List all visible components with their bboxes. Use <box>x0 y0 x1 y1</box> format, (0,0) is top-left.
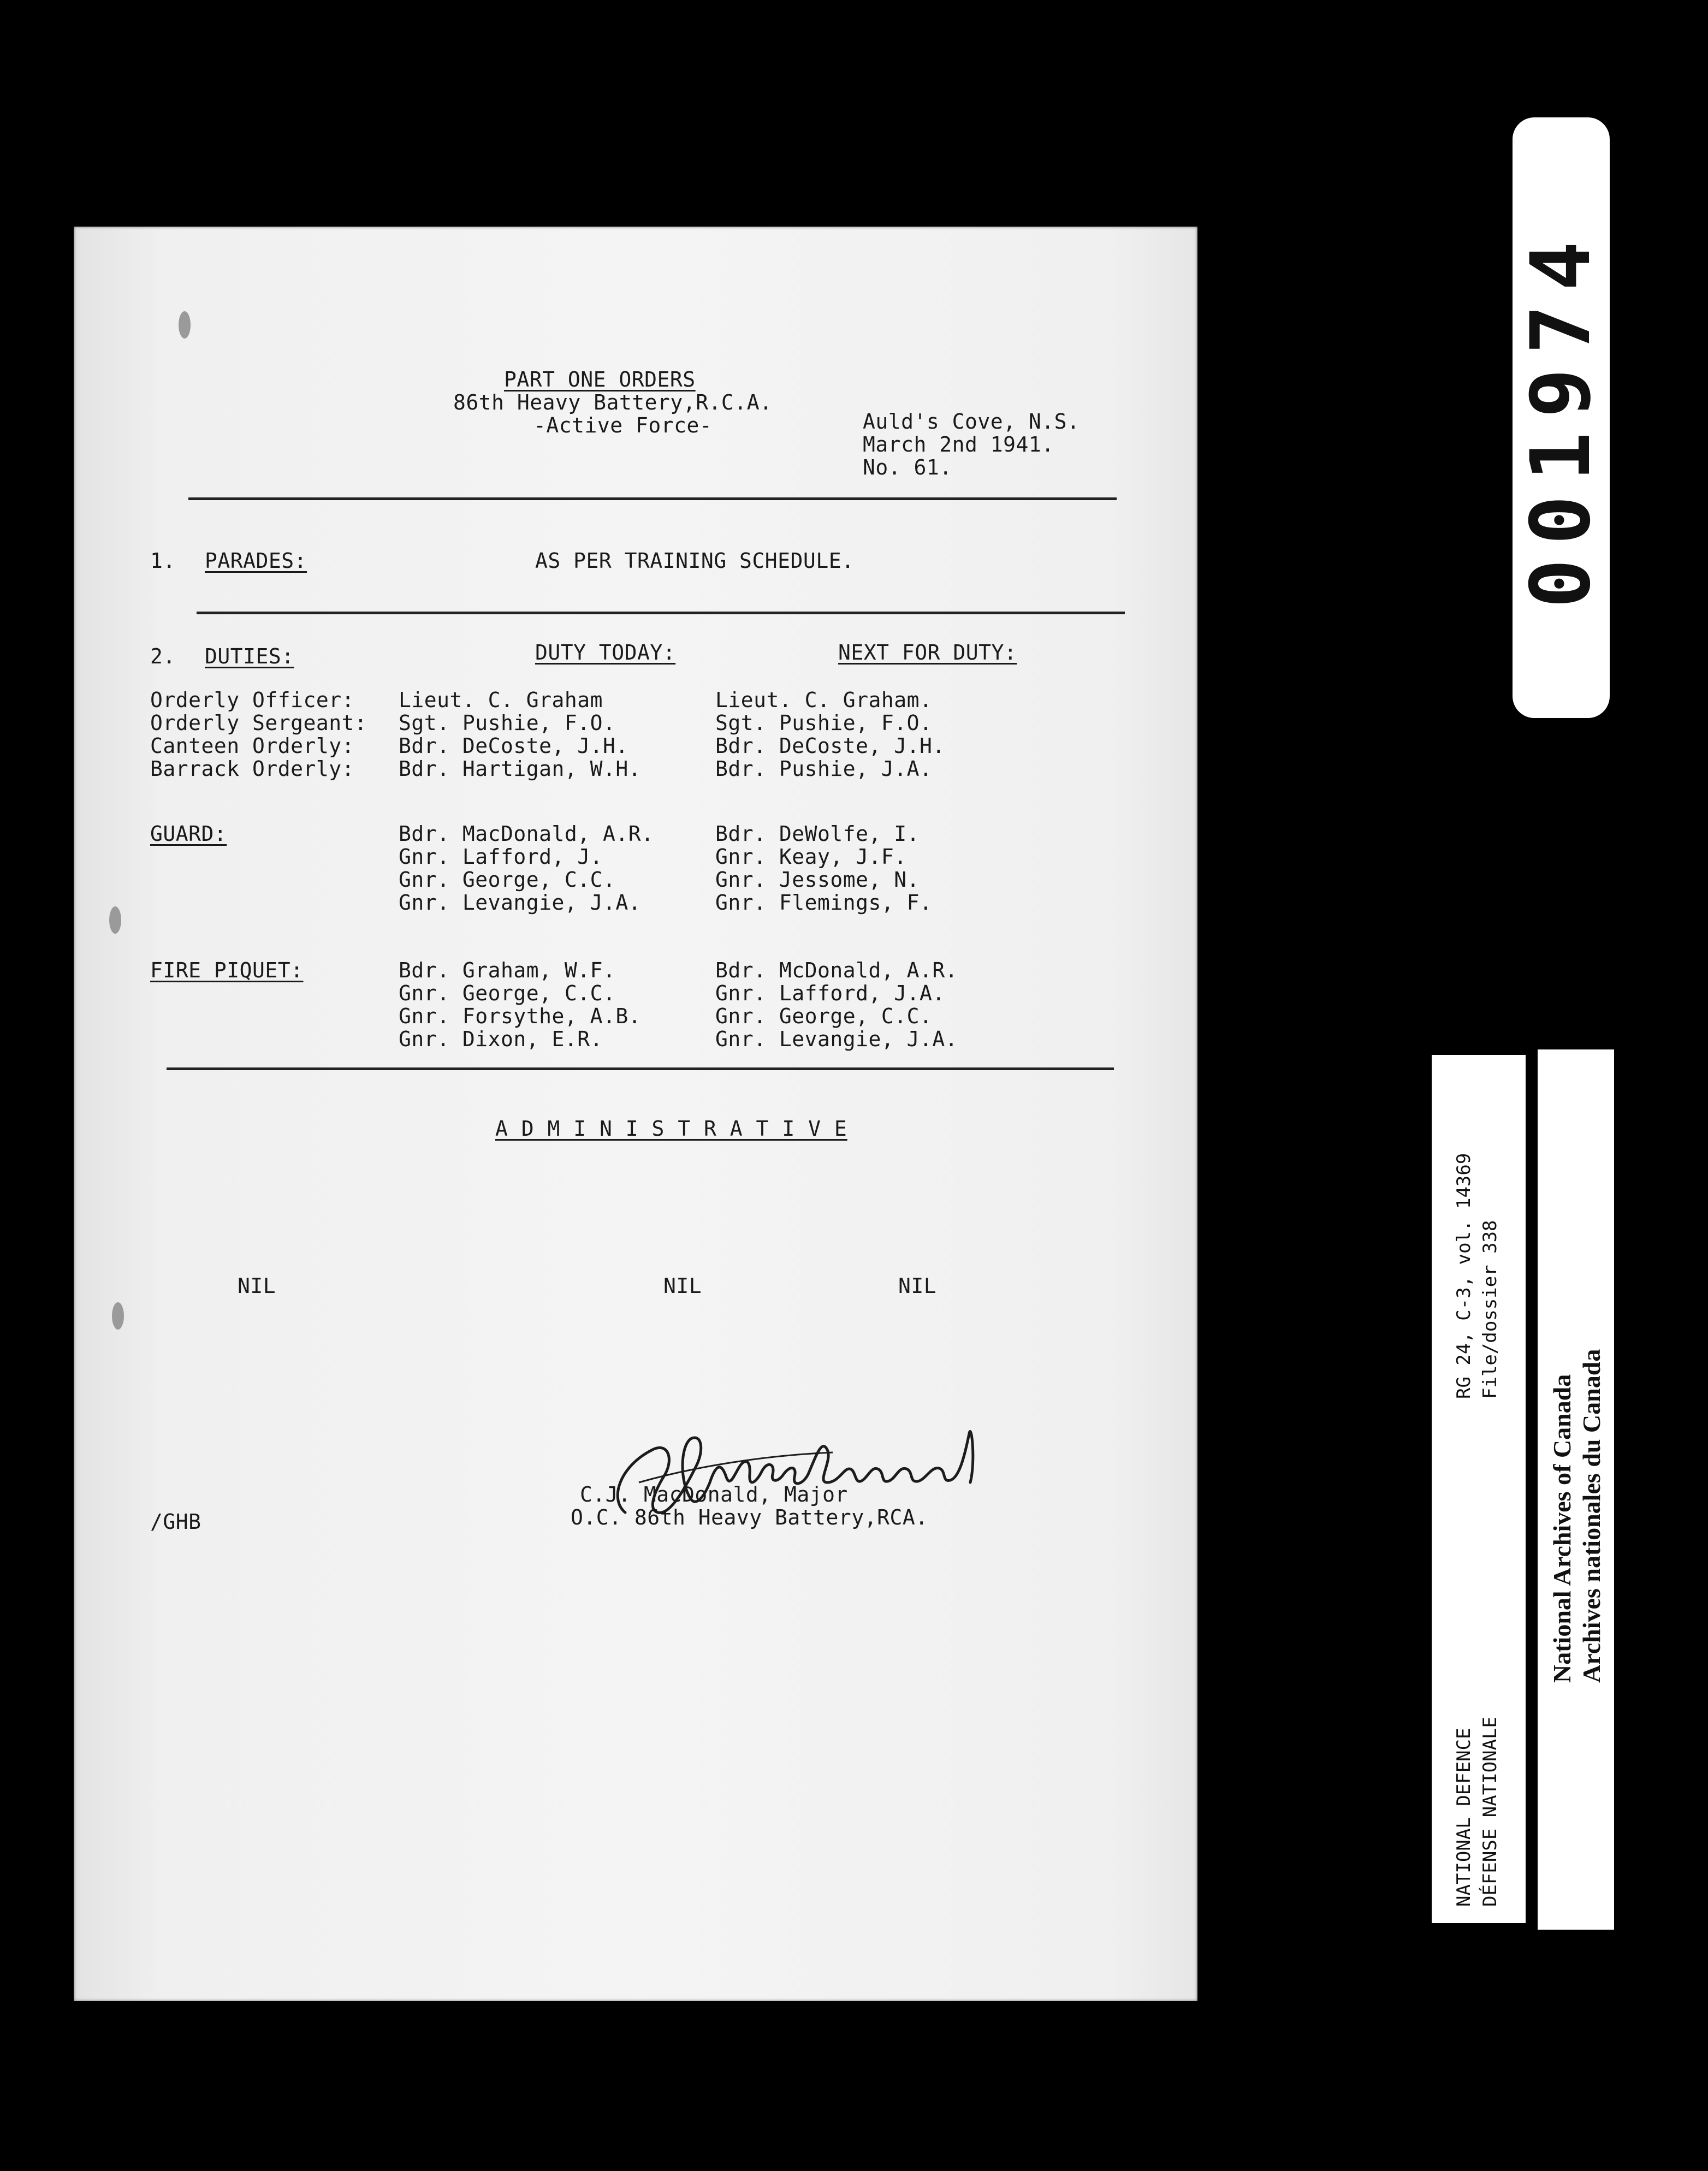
document-page <box>74 227 1197 2001</box>
guard-next: Gnr. Jessome, N. <box>715 868 920 892</box>
administrative-heading: A D M I N I S T R A T I V E <box>495 1117 847 1141</box>
reference-number-strip <box>1513 117 1610 718</box>
guard-next: Gnr. Keay, J.F. <box>715 845 907 869</box>
order-number: No. 61. <box>863 455 952 479</box>
archive-reference-label <box>1432 1055 1526 1923</box>
fire-piquet-heading: FIRE PIQUET: <box>150 958 304 982</box>
fire-piquet-today: Gnr. Dixon, E.R. <box>399 1027 603 1051</box>
section1-number: 1. <box>150 549 176 573</box>
administrative-entry: NIL <box>898 1274 937 1298</box>
punch-hole <box>112 1302 124 1330</box>
duty-role: Canteen Orderly: <box>150 734 355 758</box>
duty-next: Bdr. DeCoste, J.H. <box>715 734 945 758</box>
guard-today: Bdr. MacDonald, A.R. <box>399 822 654 846</box>
administrative-entry: NIL <box>238 1274 276 1298</box>
guard-today: Gnr. Lafford, J. <box>399 845 603 869</box>
duty-today: Sgt. Pushie, F.O. <box>399 711 616 735</box>
unit-name: 86th Heavy Battery,R.C.A. <box>453 390 773 414</box>
guard-today: Gnr. Levangie, J.A. <box>399 891 642 915</box>
fire-piquet-next: Bdr. McDonald, A.R. <box>715 958 958 982</box>
reference-number: 001974 <box>1514 227 1609 608</box>
fire-piquet-next: Gnr. Lafford, J.A. <box>715 981 945 1005</box>
archive-reference: RG 24, C-3, vol. 14369 <box>1453 1153 1475 1399</box>
punch-hole <box>109 906 121 934</box>
divider <box>167 1067 1114 1070</box>
archives-name-label <box>1538 1049 1614 1930</box>
department-en: NATIONAL DEFENCE <box>1453 1728 1475 1907</box>
guard-next: Gnr. Flemings, F. <box>715 891 933 915</box>
fire-piquet-today: Bdr. Graham, W.F. <box>399 958 616 982</box>
duty-today: Lieut. C. Graham <box>399 688 603 712</box>
signatory-name: C.J. MacDonald, Major <box>580 1482 848 1506</box>
punch-hole <box>179 311 191 339</box>
parades-text: AS PER TRAINING SCHEDULE. <box>535 549 855 573</box>
department-fr: DÉFENSE NATIONALE <box>1479 1717 1501 1907</box>
duty-today: Bdr. DeCoste, J.H. <box>399 734 628 758</box>
duty-role: Orderly Sergeant: <box>150 711 367 735</box>
duty-next: Bdr. Pushie, J.A. <box>715 757 933 781</box>
fire-piquet-next: Gnr. George, C.C. <box>715 1004 933 1028</box>
duty-role: Orderly Officer: <box>150 688 355 712</box>
location: Auld's Cove, N.S. <box>863 410 1080 434</box>
archives-name-en: National Archives of Canada <box>1548 1374 1576 1683</box>
fire-piquet-today: Gnr. George, C.C. <box>399 981 616 1005</box>
divider <box>197 612 1125 614</box>
divider <box>188 497 1117 500</box>
fire-piquet-today: Gnr. Forsythe, A.B. <box>399 1004 642 1028</box>
duty-role: Barrack Orderly: <box>150 757 355 781</box>
duty-next: Lieut. C. Graham. <box>715 688 933 712</box>
duties-heading: DUTIES: <box>205 644 294 668</box>
section2-number: 2. <box>150 644 176 668</box>
document-title: PART ONE ORDERS <box>504 367 696 392</box>
force-name: -Active Force- <box>533 413 713 437</box>
next-for-duty-heading: NEXT FOR DUTY: <box>838 640 1017 665</box>
administrative-entry: NIL <box>663 1274 702 1298</box>
parades-heading: PARADES: <box>205 549 307 573</box>
guard-next: Bdr. DeWolfe, I. <box>715 822 920 846</box>
duty-today-heading: DUTY TODAY: <box>535 640 676 665</box>
duty-today: Bdr. Hartigan, W.H. <box>399 757 642 781</box>
guard-heading: GUARD: <box>150 822 227 846</box>
order-date: March 2nd 1941. <box>863 432 1054 456</box>
signatory-title: O.C. 86th Heavy Battery,RCA. <box>571 1505 928 1529</box>
guard-today: Gnr. George, C.C. <box>399 868 616 892</box>
duty-next: Sgt. Pushie, F.O. <box>715 711 933 735</box>
archive-file: File/dossier 338 <box>1479 1220 1501 1399</box>
fire-piquet-next: Gnr. Levangie, J.A. <box>715 1027 958 1051</box>
archives-name-fr: Archives nationales du Canada <box>1577 1349 1605 1683</box>
typist-initials: /GHB <box>150 1510 201 1534</box>
